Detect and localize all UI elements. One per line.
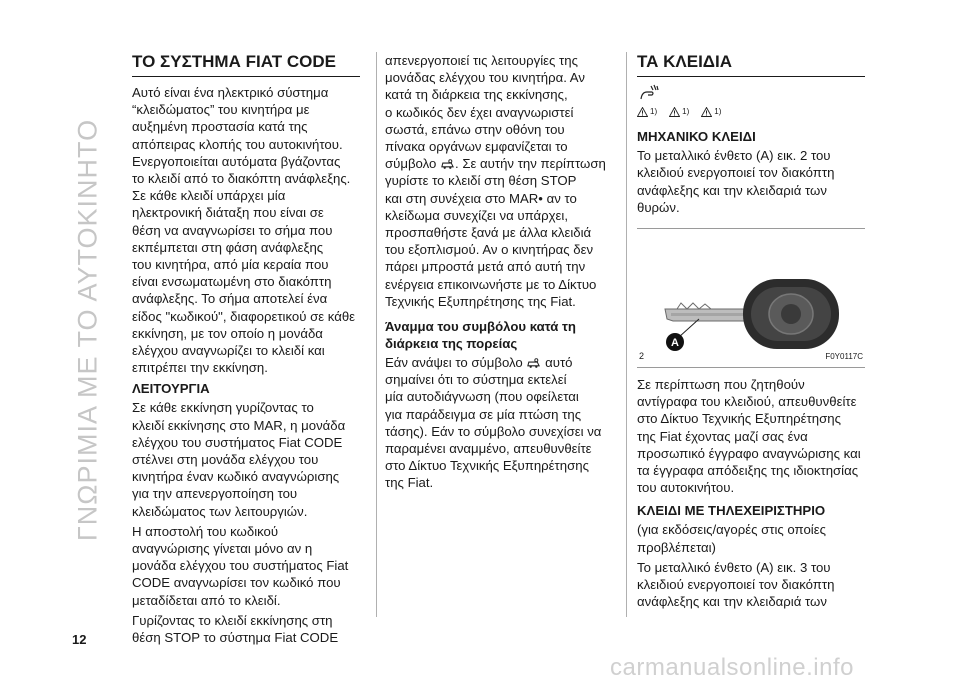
figure-key [637,228,865,368]
text-line: ο κωδικός δεν έχει αναγνωριστεί [385,104,574,120]
text-line: κλειδιού ενεργοποιεί τον διακόπτη [637,165,835,181]
text-line: αναγνώρισης γίνεται μόνο αν η [132,541,313,557]
text-line: του κινητήρα, από μία κεραία που [132,257,329,273]
text-line: ανάφλεξης. Το σήμα αποτελεί ένα [132,291,328,307]
text-line: απόπειρας κλοπής του αυτοκινήτου. [132,136,343,152]
paragraph-operation [132,399,360,519]
column-fiat-code [132,52,360,646]
warning-references: 1) 1) 1) [637,103,865,120]
text-line: του αυτοκινήτου. [637,480,735,496]
text-line: Τεχνικής Εξυπηρέτησης της Fiat. [385,293,576,309]
text-line: του εξοπλισμού. Αν ο κινητήρας δεν [385,242,594,258]
text-line: απενεργοποιεί τις λειτουργίες της [385,53,578,68]
paragraph-instructions [385,172,615,310]
watermark: carmanualsonline.info [610,654,854,681]
paragraph-continued [385,52,615,155]
subheading-remote-key: ΚΛΕΙΔΙ ΜΕ ΤΗΛΕΧΕΙΡΙΣΤΗΡΙΟ [637,503,826,519]
text-line: στο Δίκτυο Τεχνικής Εξυπηρέτησης [385,458,589,474]
text-line: στέλνει στη μονάδα ελέγχου του [132,452,319,468]
subheading-mechanical-key: ΜΗΧΑΝΙΚΟ ΚΛΕΙΔΙ [637,129,756,145]
text-line: εκκίνηση, με τον οποίο η μονάδα [132,325,323,341]
text-line: Γυρίζοντας το κλειδί εκκίνησης στη [132,612,333,628]
symbol-line: σύμβολο . Σε αυτήν την περίπτωση [385,156,606,172]
text-line: Σε κάθε εκκίνηση γυρίζοντας το [132,400,314,416]
text-line: κλειδιού ενεργοποιεί τον διακόπτη [637,577,835,593]
car-key-warning-icon [440,158,455,170]
paragraph-stop [132,612,360,646]
section-title-fiat-code: ΤΟ ΣΥΣΤΗΜΑ FIAT CODE [132,52,360,77]
text-line: προσπαθήστε ξανά με άλλα κλειδιά [385,225,592,241]
text-line: μονάδα ελέγχου του συστήματος Fiat [132,558,349,574]
text-line: εκπέμπεται στη φάση ανάφλεξης [132,239,324,255]
text-line: θυρών. [637,199,680,215]
column-divider [376,52,377,617]
text-line: για παράδειγμα σε μία πτώση της [385,406,582,422]
page-number: 12 [72,632,87,647]
text-line: κλειδί εκκίνησης στο MAR, η μονάδα [132,417,346,433]
text-line: της Fiat έχοντας μαζί σας ένα [637,428,808,444]
text-line: ελέγχου του συστήματος Fiat CODE [132,434,343,450]
section-title-keys: ΤΑ ΚΛΕΙΔΙΑ [637,52,865,77]
text-line: γυρίστε το κλειδί στη θέση STOP [385,173,577,189]
symbol-line-2: Εάν ανάψει το σύμβολο αυτό [385,355,573,371]
text-line: κινητήρα έναν κωδικό αναγνώρισης [132,469,340,485]
warning-triangle-icon [637,107,648,117]
subheading-symbol-on: Άναμμα του συμβόλου κατά τη διάρκεια της πορείας [385,319,576,352]
text-line: Σε κάθε κλειδί υπάρχει μία [132,188,286,204]
text-line: κλειδώματος των λειτουργιών. [132,503,308,519]
text-line: ανάφλεξης και την κλειδαριά των [637,594,827,610]
text-line: τάσης). Εάν το σύμβολο συνεχίσει να [385,423,602,439]
text-line: είναι ενσωματωμένη στο διακόπτη [132,274,332,290]
car-key-warning-icon [526,357,541,369]
key-illustration [637,229,865,367]
text-line: Ενεργοποιείται αυτόματα βγάζοντας [132,153,341,169]
text-line: ελέγχου αναγνωρίζει το κλειδί και [132,343,325,359]
text-line: και στη συνέχεια στο MAR• αν το [385,190,577,206]
text-line: ηλεκτρονική διάταξη που είναι σε [132,205,324,221]
text-line: Αυτό είναι ένα ηλεκτρικό σύστημα [132,85,329,100]
paragraph-intro [132,84,360,376]
text-line: μεταδίδεται από το κλειδί. [132,592,281,608]
text-line: επιτρέπει την εκκίνηση. [132,360,268,376]
text-line: είδος "κωδικού", διαφορετικού σε κάθε [132,308,356,324]
hand-radio-icon [639,83,661,101]
text-line: το κλειδί από το διακόπτη ανάφλεξης. [132,171,351,187]
text-line: τα έγγραφα απόδειξης της ιδιοκτησίας [637,463,859,479]
warning-triangle-icon [669,107,680,117]
text-line: μία αυτοδιάγνωση (που οφείλεται [385,389,579,405]
text-line: σημαίνει ότι το σύστημα εκτελεί [385,372,567,388]
text-line: αντίγραφα του κλειδιού, απευθυνθείτε [637,394,857,410]
paragraph-self-diagnosis [385,371,615,491]
text-line: θέση STOP το σύστημα Fiat CODE [132,630,339,646]
text-line: της Fiat. [385,475,434,491]
text-line: για την απενεργοποίηση του [132,486,298,502]
figure-callout-a: A [671,337,679,350]
text-line: Σε περίπτωση που ζητηθούν [637,377,805,393]
text-line: σωστά, επάνω στην οθόνη του [385,121,565,137]
column-keys [637,52,865,610]
text-line: CODE αναγνωρίσει τον κωδικό που [132,575,341,591]
text-line: Η αποστολή του κωδικού [132,523,279,539]
text-line: αυξημένη προστασία κατά της [132,119,308,135]
text-line: παραμένει αναμμένο, απευθυνθείτε [385,441,592,457]
text-line: κλείδωμα συνεχίζει να υπάρχει, [385,207,569,223]
remote-key-note: (για εκδόσεις/αγορές στις οποίες προβλέπεται) [637,522,826,555]
text-line: “κλειδώματος” του κινητήρα με [132,102,310,118]
paragraph-copies [637,376,865,496]
text-line: κατά τη διάρκεια της εκκίνησης, [385,87,568,103]
paragraph-mechanical-key [637,147,865,216]
text-line: μονάδας ελέγχου του κινητήρα. Αν [385,70,585,86]
warning-triangle-icon [701,107,712,117]
text-line: θέση να αναγνωρίσει το σήμα που [132,222,333,238]
paragraph-code-sending [132,523,360,609]
text-line: Το μεταλλικό ένθετο (A) εικ. 3 του [637,559,831,575]
subheading-operation: ΛΕΙΤΟΥΡΓΙΑ [132,381,210,397]
paragraph-remote-key [637,559,865,611]
column-divider [626,52,627,617]
figure-number: 2 [639,350,645,361]
column-continued [385,52,615,492]
text-line: προσωπικό έγγραφο αναγνώρισης και [637,445,861,461]
text-line: ανάφλεξης και την κλειδαριά των [637,182,827,198]
text-line: Το μεταλλικό ένθετο (A) εικ. 2 του [637,148,831,164]
text-line: στο Δίκτυο Τεχνικής Εξυπηρέτησης [637,411,841,427]
text-line: ενέργεια επικοινωνήστε με το Δίκτυο [385,276,597,292]
text-line: πάρει μπροστά μετά από αυτή την [385,259,586,275]
chapter-side-tab: ΓΝΩΡΙΜΙΑ ΜΕ ΤΟ ΑΥΤΟΚΙΝΗΤΟ [72,118,103,542]
text-line: πίνακα οργάνων εμφανίζεται το [385,139,568,155]
figure-code: F0Y0117C [825,351,863,361]
